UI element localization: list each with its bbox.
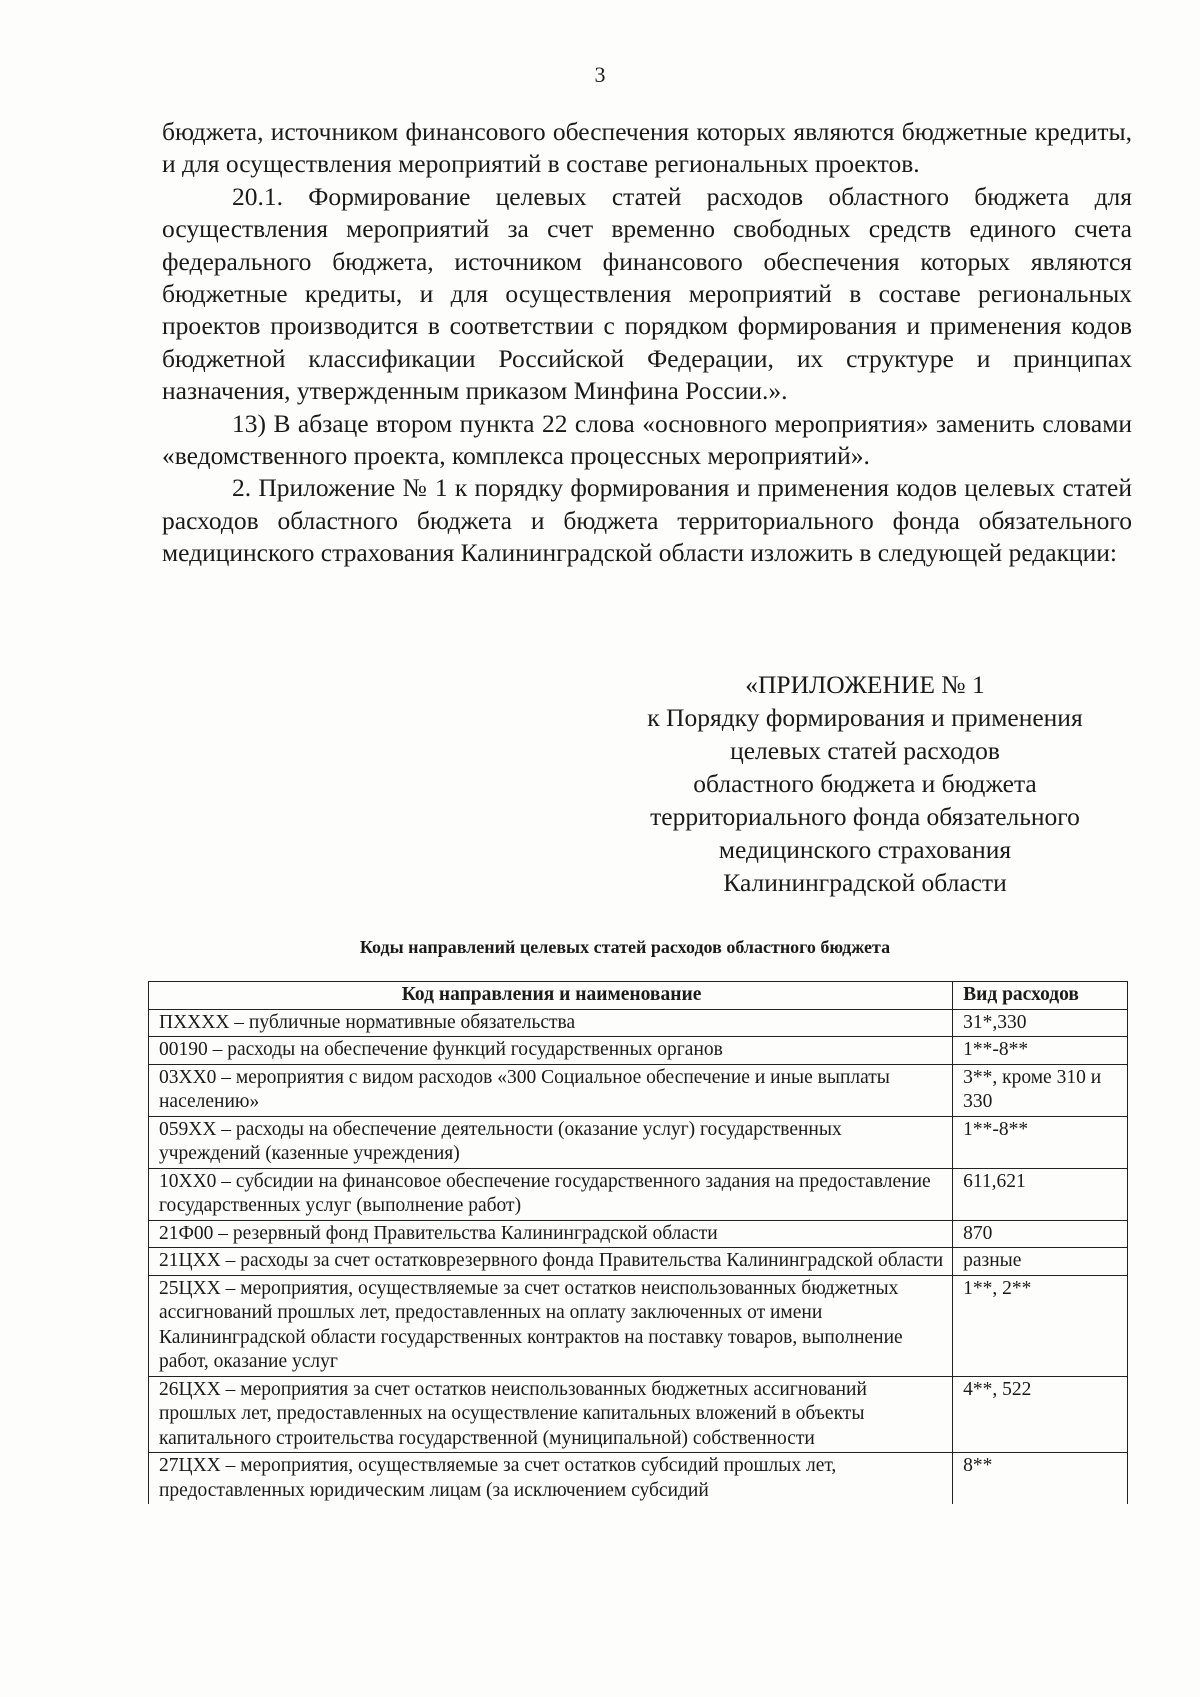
appendix-line: территориального фонда обязательного <box>650 802 1080 831</box>
cell-code-name: 00190 – расходы на обеспечение функций государственных органов <box>149 1037 953 1065</box>
appendix-line: целевых статей расходов <box>730 736 1000 765</box>
cell-code-name: 10ХХ0 – субсидии на финансовое обеспечение государственного задания на предоставление государственных услуг (выполнение работ) <box>149 1168 953 1220</box>
body-text <box>162 116 1132 570</box>
cell-expense-type: 3**, кроме 310 и 330 <box>953 1064 1128 1116</box>
table-row <box>149 1275 1128 1376</box>
cell-code-name: 27ЦХХ – мероприятия, осуществляемые за счет остатков субсидий прошлых лет, предоставленных юридическим лицам (за исключением субсидий <box>149 1453 953 1505</box>
paragraph-item-13: 13) В абзаце втором пункта 22 слова «основного мероприятия» заменить словами «ведомственного проекта, комплекса процессных мероприятий». <box>162 408 1132 471</box>
cell-expense-type: 1**-8** <box>953 1116 1128 1168</box>
cell-expense-type: 870 <box>953 1220 1128 1248</box>
appendix-header <box>600 668 1130 899</box>
cell-code-name: 25ЦХХ – мероприятия, осуществляемые за счет остатков неиспользованных бюджетных ассигнований прошлых лет, предоставленных на оплату заключенных от имени Калининградской области государственных контрактов на поставку товаров, выполнение работ, оказание услуг <box>149 1275 953 1376</box>
table-title: Коды направлений целевых статей расходов областного бюджета <box>359 937 891 957</box>
cell-code-name: ПХХХХ – публичные нормативные обязательства <box>149 1009 953 1037</box>
cell-expense-type: 1**, 2** <box>953 1275 1128 1376</box>
cell-code-name: 21ЦХХ – расходы за счет остатковрезервного фонда Правительства Калининградской области <box>149 1248 953 1276</box>
appendix-line: к Порядку формирования и применения <box>647 703 1083 732</box>
cell-code-name: 059ХХ – расходы на обеспечение деятельности (оказание услуг) государственных учреждений (казенные учреждения) <box>149 1116 953 1168</box>
cell-expense-type: 31*,330 <box>953 1009 1128 1037</box>
table-header-row <box>149 982 1128 1010</box>
cell-expense-type: 4**, 522 <box>953 1376 1128 1453</box>
header-code-name: Код направления и наименование <box>149 982 953 1010</box>
cell-expense-type: 1**-8** <box>953 1037 1128 1065</box>
page-number: 3 <box>594 62 606 87</box>
paragraph-20-1: 20.1. Формирование целевых статей расходов областного бюджета для осуществления мероприятий за счет временно свободных средств единого счета федерального бюджета, источником финансового обеспечения которых являются бюджетные кредиты, и для осуществления мероприятий в составе региональных проектов производится в соответствии с порядком формирования и применения кодов бюджетной классификации Российской Федерации, их структуре и принципах назначения, утвержденным приказом Минфина России.». <box>162 181 1132 406</box>
table-row <box>149 1037 1128 1065</box>
table-row <box>149 1064 1128 1116</box>
table-row <box>149 1220 1128 1248</box>
table-row <box>149 1116 1128 1168</box>
paragraph-continuation: бюджета, источником финансового обеспечения которых являются бюджетные кредиты, и для осуществления мероприятий в составе региональных проектов. <box>162 117 1132 179</box>
cell-expense-type: разные <box>953 1248 1128 1276</box>
paragraph-item-2: 2. Приложение № 1 к порядку формирования и применения кодов целевых статей расходов областного бюджета и бюджета территориального фонда обязательного медицинского страхования Калининградской области изложить в следующей редакции: <box>162 473 1132 568</box>
header-expense-type: Вид расходов <box>953 982 1128 1010</box>
cell-expense-type: 611,621 <box>953 1168 1128 1220</box>
appendix-line: медицинского страхования <box>718 835 1012 864</box>
table-row <box>149 1376 1128 1453</box>
cell-code-name: 26ЦХХ – мероприятия за счет остатков неиспользованных бюджетных ассигнований прошлых лет, предоставленных на осуществление капитальных вложений в объекты капитального строительства государственной (муниципальной) собственности <box>149 1376 953 1453</box>
table-row <box>149 1168 1128 1220</box>
codes-table <box>148 981 1128 1504</box>
table-row <box>149 1248 1128 1276</box>
table-row <box>149 1453 1128 1505</box>
appendix-line: Калининградской области <box>723 868 1007 897</box>
table-row <box>149 1009 1128 1037</box>
appendix-line: областного бюджета и бюджета <box>693 769 1037 798</box>
cell-code-name: 21Ф00 – резервный фонд Правительства Калининградской области <box>149 1220 953 1248</box>
appendix-title: «ПРИЛОЖЕНИЕ № 1 <box>745 670 985 699</box>
cell-code-name: 03ХХ0 – мероприятия с видом расходов «300 Социальное обеспечение и иные выплаты населению» <box>149 1064 953 1116</box>
cell-expense-type: 8** <box>953 1453 1128 1505</box>
